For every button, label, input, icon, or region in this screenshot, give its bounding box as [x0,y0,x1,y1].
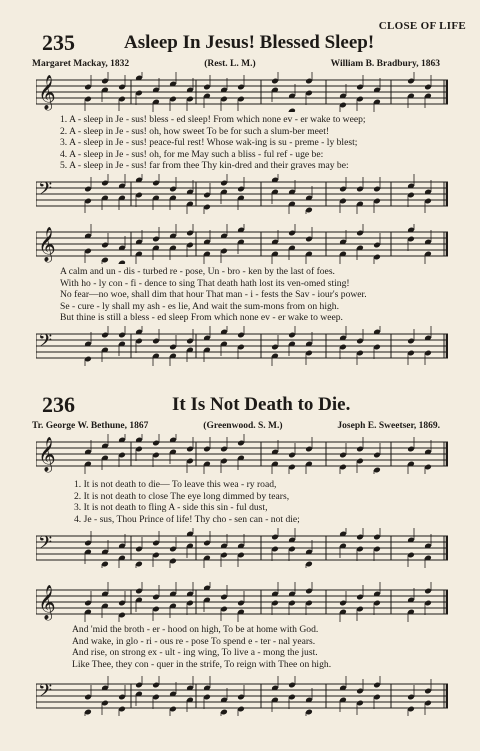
lyric-line: 1. A - sleep in Je - sus! bless - ed sleep! From which none ev - er wake to weep; [60,114,366,125]
bass-staff-lines [36,326,448,366]
treble-staff-lines [36,582,448,622]
hymn-number: 235 [42,30,75,55]
lyric-line: 3. It is not death to fling A - side this sin - ful dust, [74,502,268,513]
lyric-line: 3. A - sleep in Je - sus! peace-ful rest! Whose wak-ing is su - preme - ly blest; [60,137,358,148]
bass-clef-icon: 𝄢 [38,681,53,706]
hymn-title: It Is Not Death to Die. [172,394,351,415]
treble-clef-icon: 𝄞 [38,585,56,620]
bass-staff-lines [36,676,448,716]
verse-lyrics [60,114,446,172]
treble-staff-lines [36,224,448,264]
lyric-line: 1. It is not death to die— To leave this wea - ry road, [74,479,277,490]
hymn-title: Asleep In Jesus! Blessed Sleep! [124,32,375,53]
treble-clef-icon: 𝄞 [38,437,56,472]
treble-staff [36,72,448,112]
treble-staff [36,434,448,474]
tune-name: (Rest. L. M.) [204,59,256,69]
lyric-line: No fear—no woe, shall dim that hour That man - i - fests the Sav - iour's power. [60,289,367,300]
author-credit: Margaret Mackay, 1832 [32,59,130,69]
lyric-line: 4. A - sleep in Je - sus! oh, for me May such a bliss - ful ref - uge be: [60,148,324,160]
bass-staff [36,326,448,366]
lyric-line: A calm and un - dis - turbed re - pose, Un - bro - ken by the last of foes. [60,266,335,277]
lyric-line: 2. A - sleep in Je - sus! oh, how sweet To be for such a slum-ber meet! [60,125,330,137]
lyric-line: And rise, on strong ex - ult - ing wing, To live a - mong the just. [72,647,318,658]
hymn-number: 236 [42,392,75,417]
lyric-line: 5. A - sleep in Je - sus! far from thee Thy kin-dred and their graves may be: [60,160,349,171]
bass-staff [36,528,448,568]
lyric-line: Like Thee, they con - quer in the strife, To reign with Thee on high. [72,658,332,670]
treble-staff-lines [36,434,448,474]
treble-staff-lines [36,72,448,112]
section-heading: CLOSE OF LIFE [378,20,466,32]
bass-staff-lines [36,528,448,568]
hymn-credits [32,421,440,431]
author-credit: Tr. George W. Bethune, 1867 [32,421,149,431]
bass-clef-icon: 𝄢 [38,179,53,204]
lyric-line: 4. Je - sus, Thou Prince of life! Thy cho - sen can - not die; [74,513,300,525]
treble-clef-icon: 𝄞 [38,227,56,262]
bass-staff-lines [36,174,448,214]
lyric-line: 2. It is not death to close The eye long dimmed by tears, [74,490,290,502]
lyric-line: Se - cure - ly shall my ash - es lie, And wait the sum-mons from on high. [60,300,339,312]
lyric-line: And wake, in glo - ri - ous re - pose To spend e - ter - nal years. [72,635,316,647]
treble-clef-icon: 𝄞 [38,75,56,110]
tune-name: (Greenwood. S. M.) [203,421,283,431]
verse-lyrics [60,266,446,324]
composer-credit: William B. Bradbury, 1863 [330,59,440,69]
bass-staff [36,174,448,214]
composer-credit: Joseph E. Sweetser, 1869. [337,421,440,431]
bass-clef-icon: 𝄢 [38,533,53,558]
treble-staff [36,582,448,622]
verse-lyrics [72,624,446,670]
lyric-line: And 'mid the broth - er - hood on high, To be at home with God. [72,624,319,635]
hymn-credits [32,59,440,69]
bass-clef-icon: 𝄢 [38,331,53,356]
treble-staff [36,224,448,264]
lyric-line: But thine is still a bless - ed sleep From which none ev - er wake to weep. [60,312,343,323]
bass-staff [36,676,448,716]
lyric-line: With ho - ly con - fi - dence to sing That death hath lost its ven-omed sting! [60,277,350,289]
verse-lyrics [74,479,446,525]
